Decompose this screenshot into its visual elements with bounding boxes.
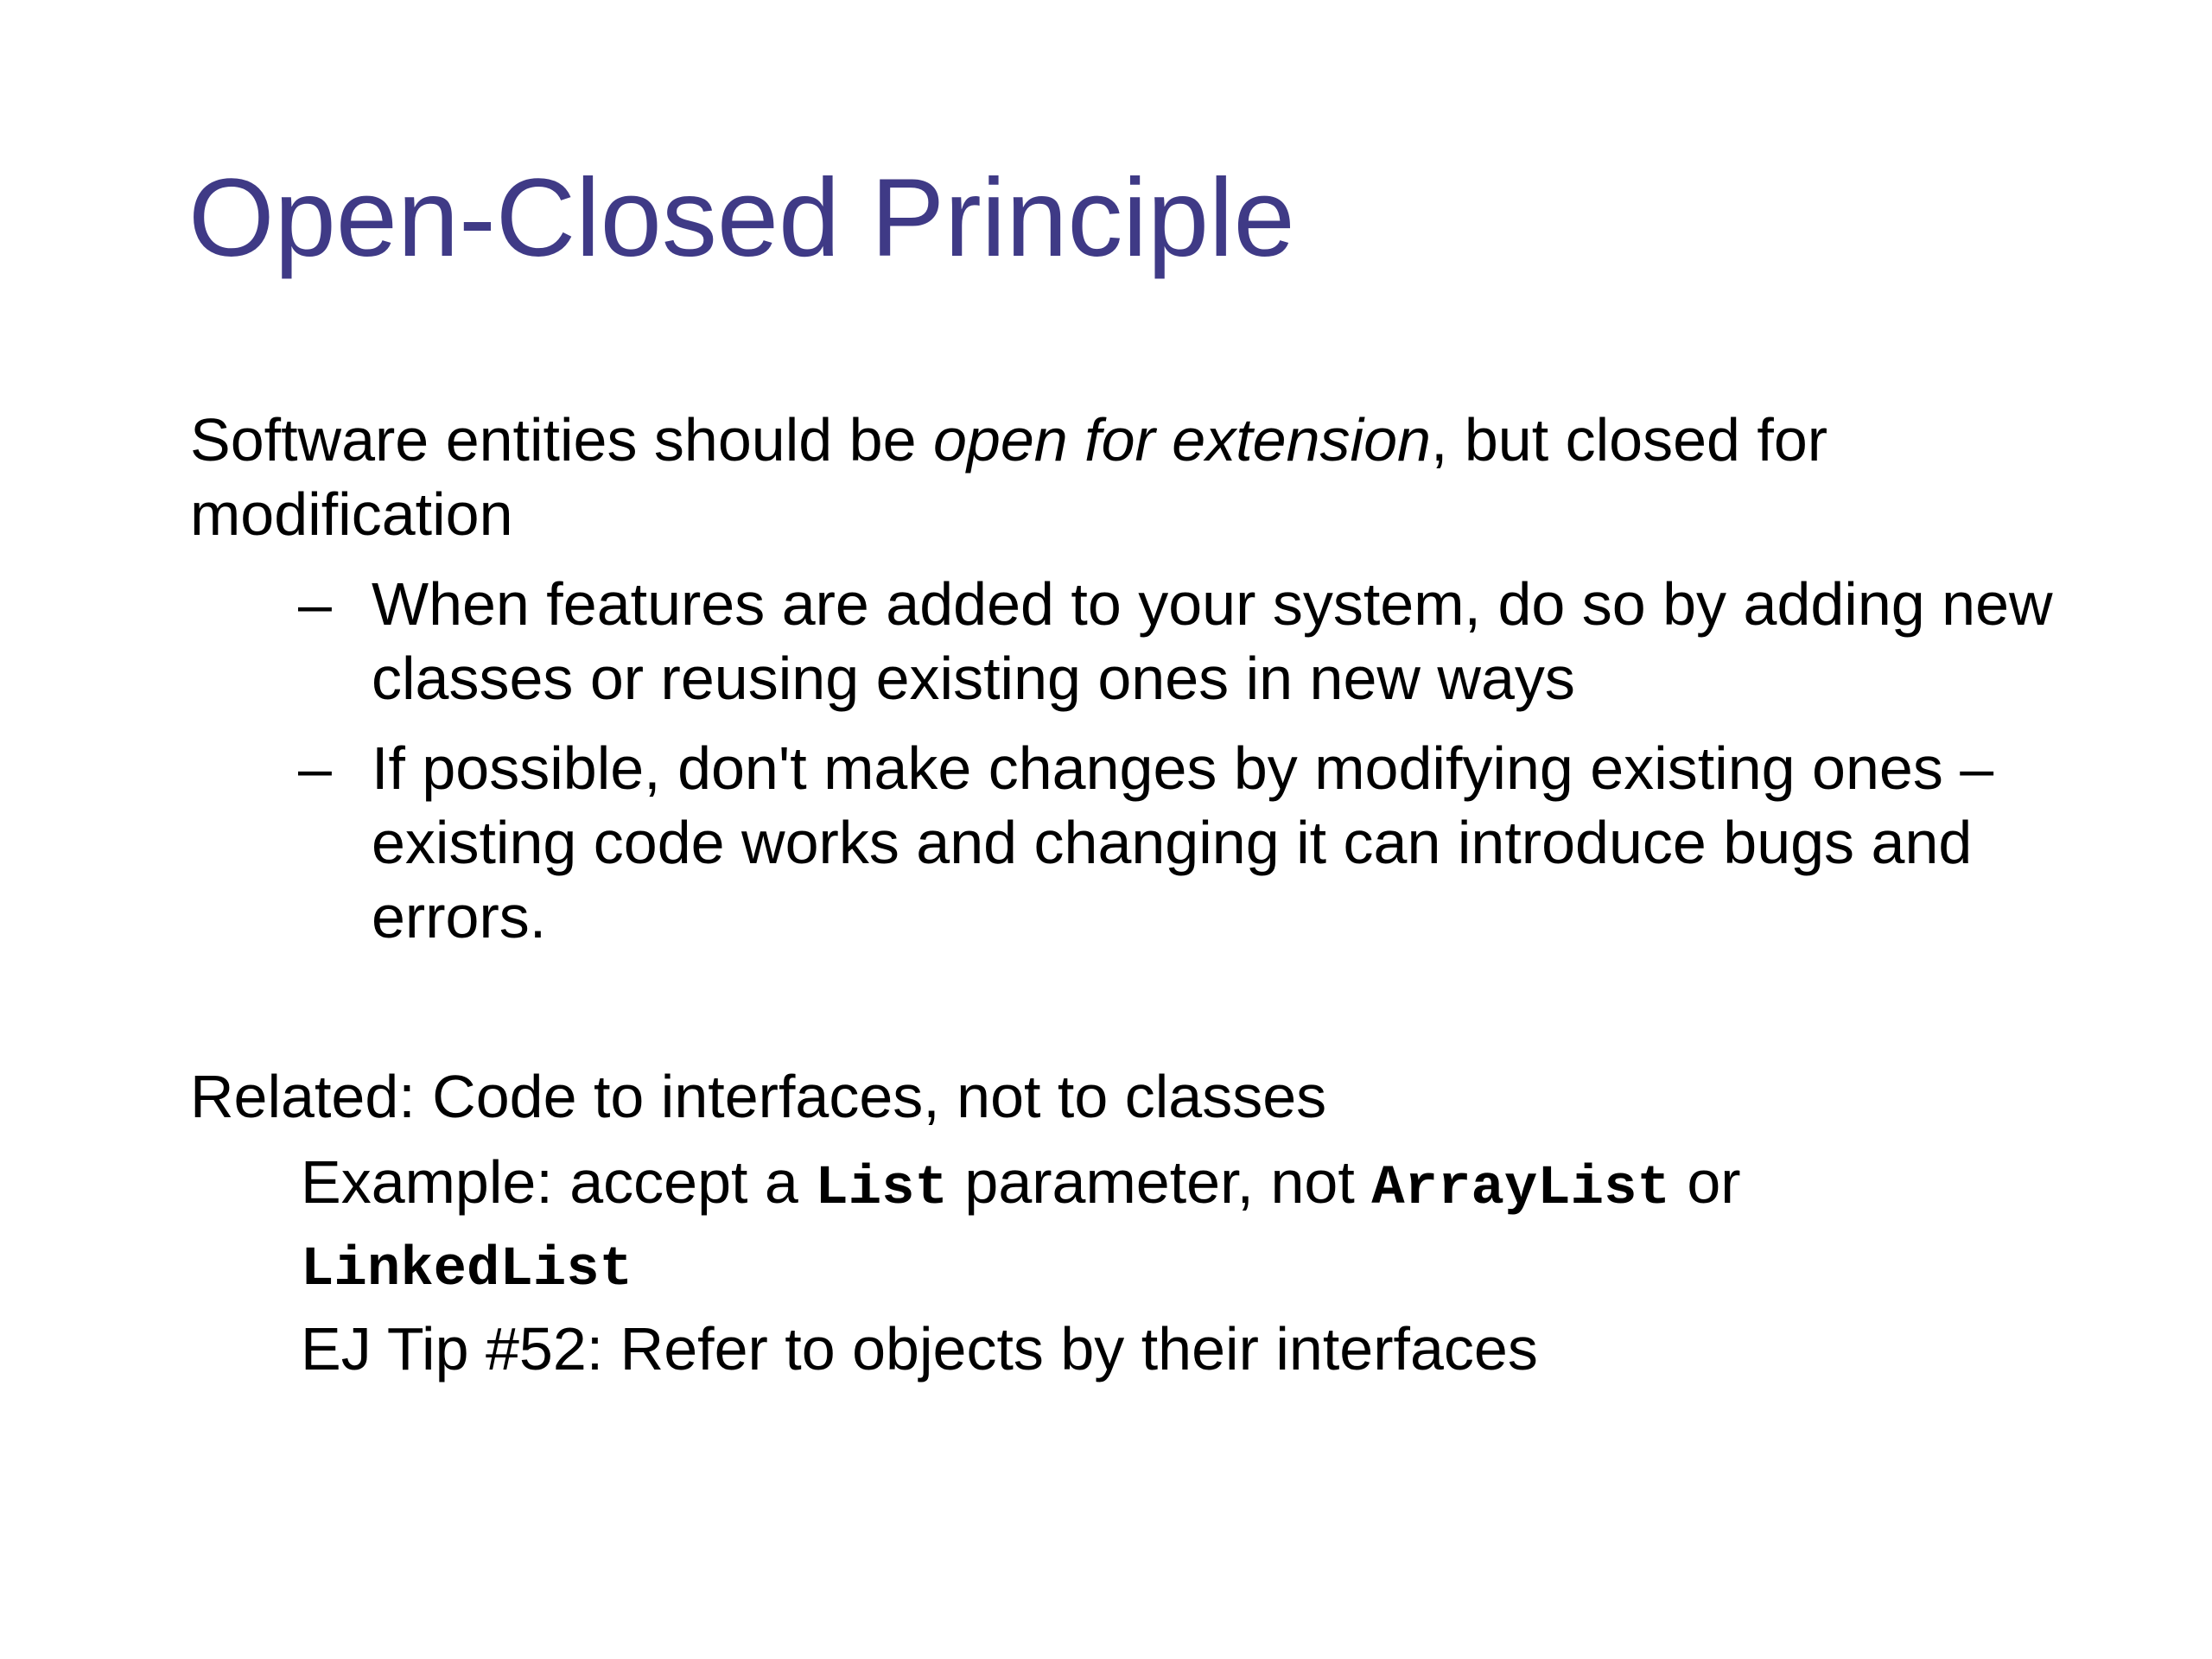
principle-emphasis: open for extension [932, 406, 1431, 474]
example-middle: parameter, not [947, 1148, 1372, 1216]
code-linkedlist: LinkedList [301, 1239, 633, 1301]
code-list: List [815, 1158, 948, 1220]
slide-title: Open-Closed Principle [188, 156, 1295, 280]
related-line: Related: Code to interfaces, not to classes [190, 1063, 1327, 1130]
code-arraylist: ArrayList [1371, 1158, 1670, 1220]
example-conjunction: or [1669, 1148, 1741, 1216]
principle-text-before: Software entities should be [190, 406, 933, 474]
example-line [301, 1145, 1942, 1307]
principle-statement [190, 403, 2091, 551]
bullet-text: When features are added to your system, do so by adding new classes or reusing existing ones in new ways [372, 570, 2053, 712]
bullet-dash: – [298, 570, 332, 638]
tip-line: EJ Tip #52: Refer to objects by their interfaces [301, 1315, 1538, 1382]
example-prefix: Example: accept a [301, 1148, 816, 1216]
principle-text-after: , but closed for modification [190, 406, 1828, 548]
bullet-dash: – [298, 734, 332, 802]
bullet-text: If possible, don't make changes by modifying existing ones – existing code works and changing it can introduce bugs and errors. [372, 734, 1994, 950]
